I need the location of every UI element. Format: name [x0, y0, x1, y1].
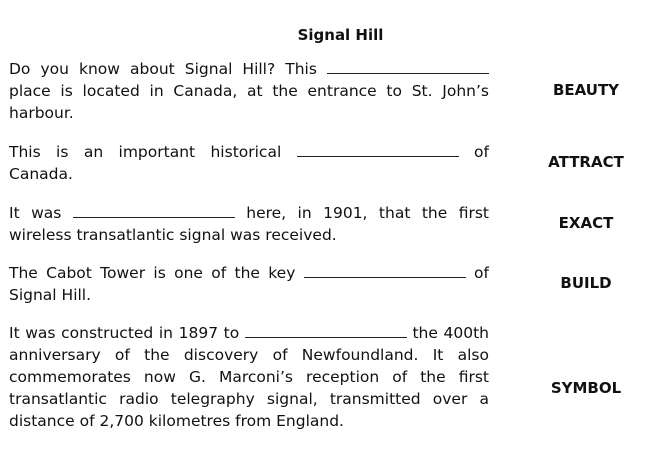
text-after-blank: here, in 1901, that the first wireless transatlantic signal was received. — [9, 204, 490, 244]
text-after-blank: place is located in Canada, at the entrance to St. John’s harbour. — [9, 82, 489, 122]
text-before-blank: The Cabot Tower is one of the key — [9, 264, 296, 282]
item-text — [9, 141, 489, 185]
text-before-blank: This is an important historical — [9, 143, 282, 161]
text-after-blank: the 400th anniversary of the discovery of Newfoundland. It also commemorates now G. Marconi’s reception of the first transatlantic radio telegraphy signal, transmitted over a distance of 2,700 kilometres from England. — [9, 324, 489, 430]
item-text — [9, 202, 489, 246]
text-after-blank: of Canada. — [9, 143, 489, 183]
text-before-blank: It was — [9, 204, 62, 222]
text-before-blank: It was constructed in 1897 to — [9, 324, 240, 342]
item-text — [9, 58, 489, 124]
answer-blank[interactable] — [304, 262, 466, 278]
prompt-word: BUILD — [560, 274, 612, 292]
prompt-word: ATTRACT — [548, 153, 624, 171]
item-text — [9, 262, 489, 306]
answer-blank[interactable] — [245, 322, 407, 338]
text-after-blank: of Signal Hill. — [9, 264, 489, 304]
page-title: Signal Hill — [297, 26, 384, 44]
answer-blank[interactable] — [327, 58, 489, 74]
prompt-word: BEAUTY — [552, 81, 620, 99]
prompt-word: SYMBOL — [550, 379, 622, 397]
answer-blank[interactable] — [73, 202, 235, 218]
prompt-word: EXACT — [558, 214, 614, 232]
item-text — [9, 322, 489, 432]
answer-blank[interactable] — [297, 141, 459, 157]
text-before-blank: Do you know about Signal Hill? This — [9, 60, 317, 78]
